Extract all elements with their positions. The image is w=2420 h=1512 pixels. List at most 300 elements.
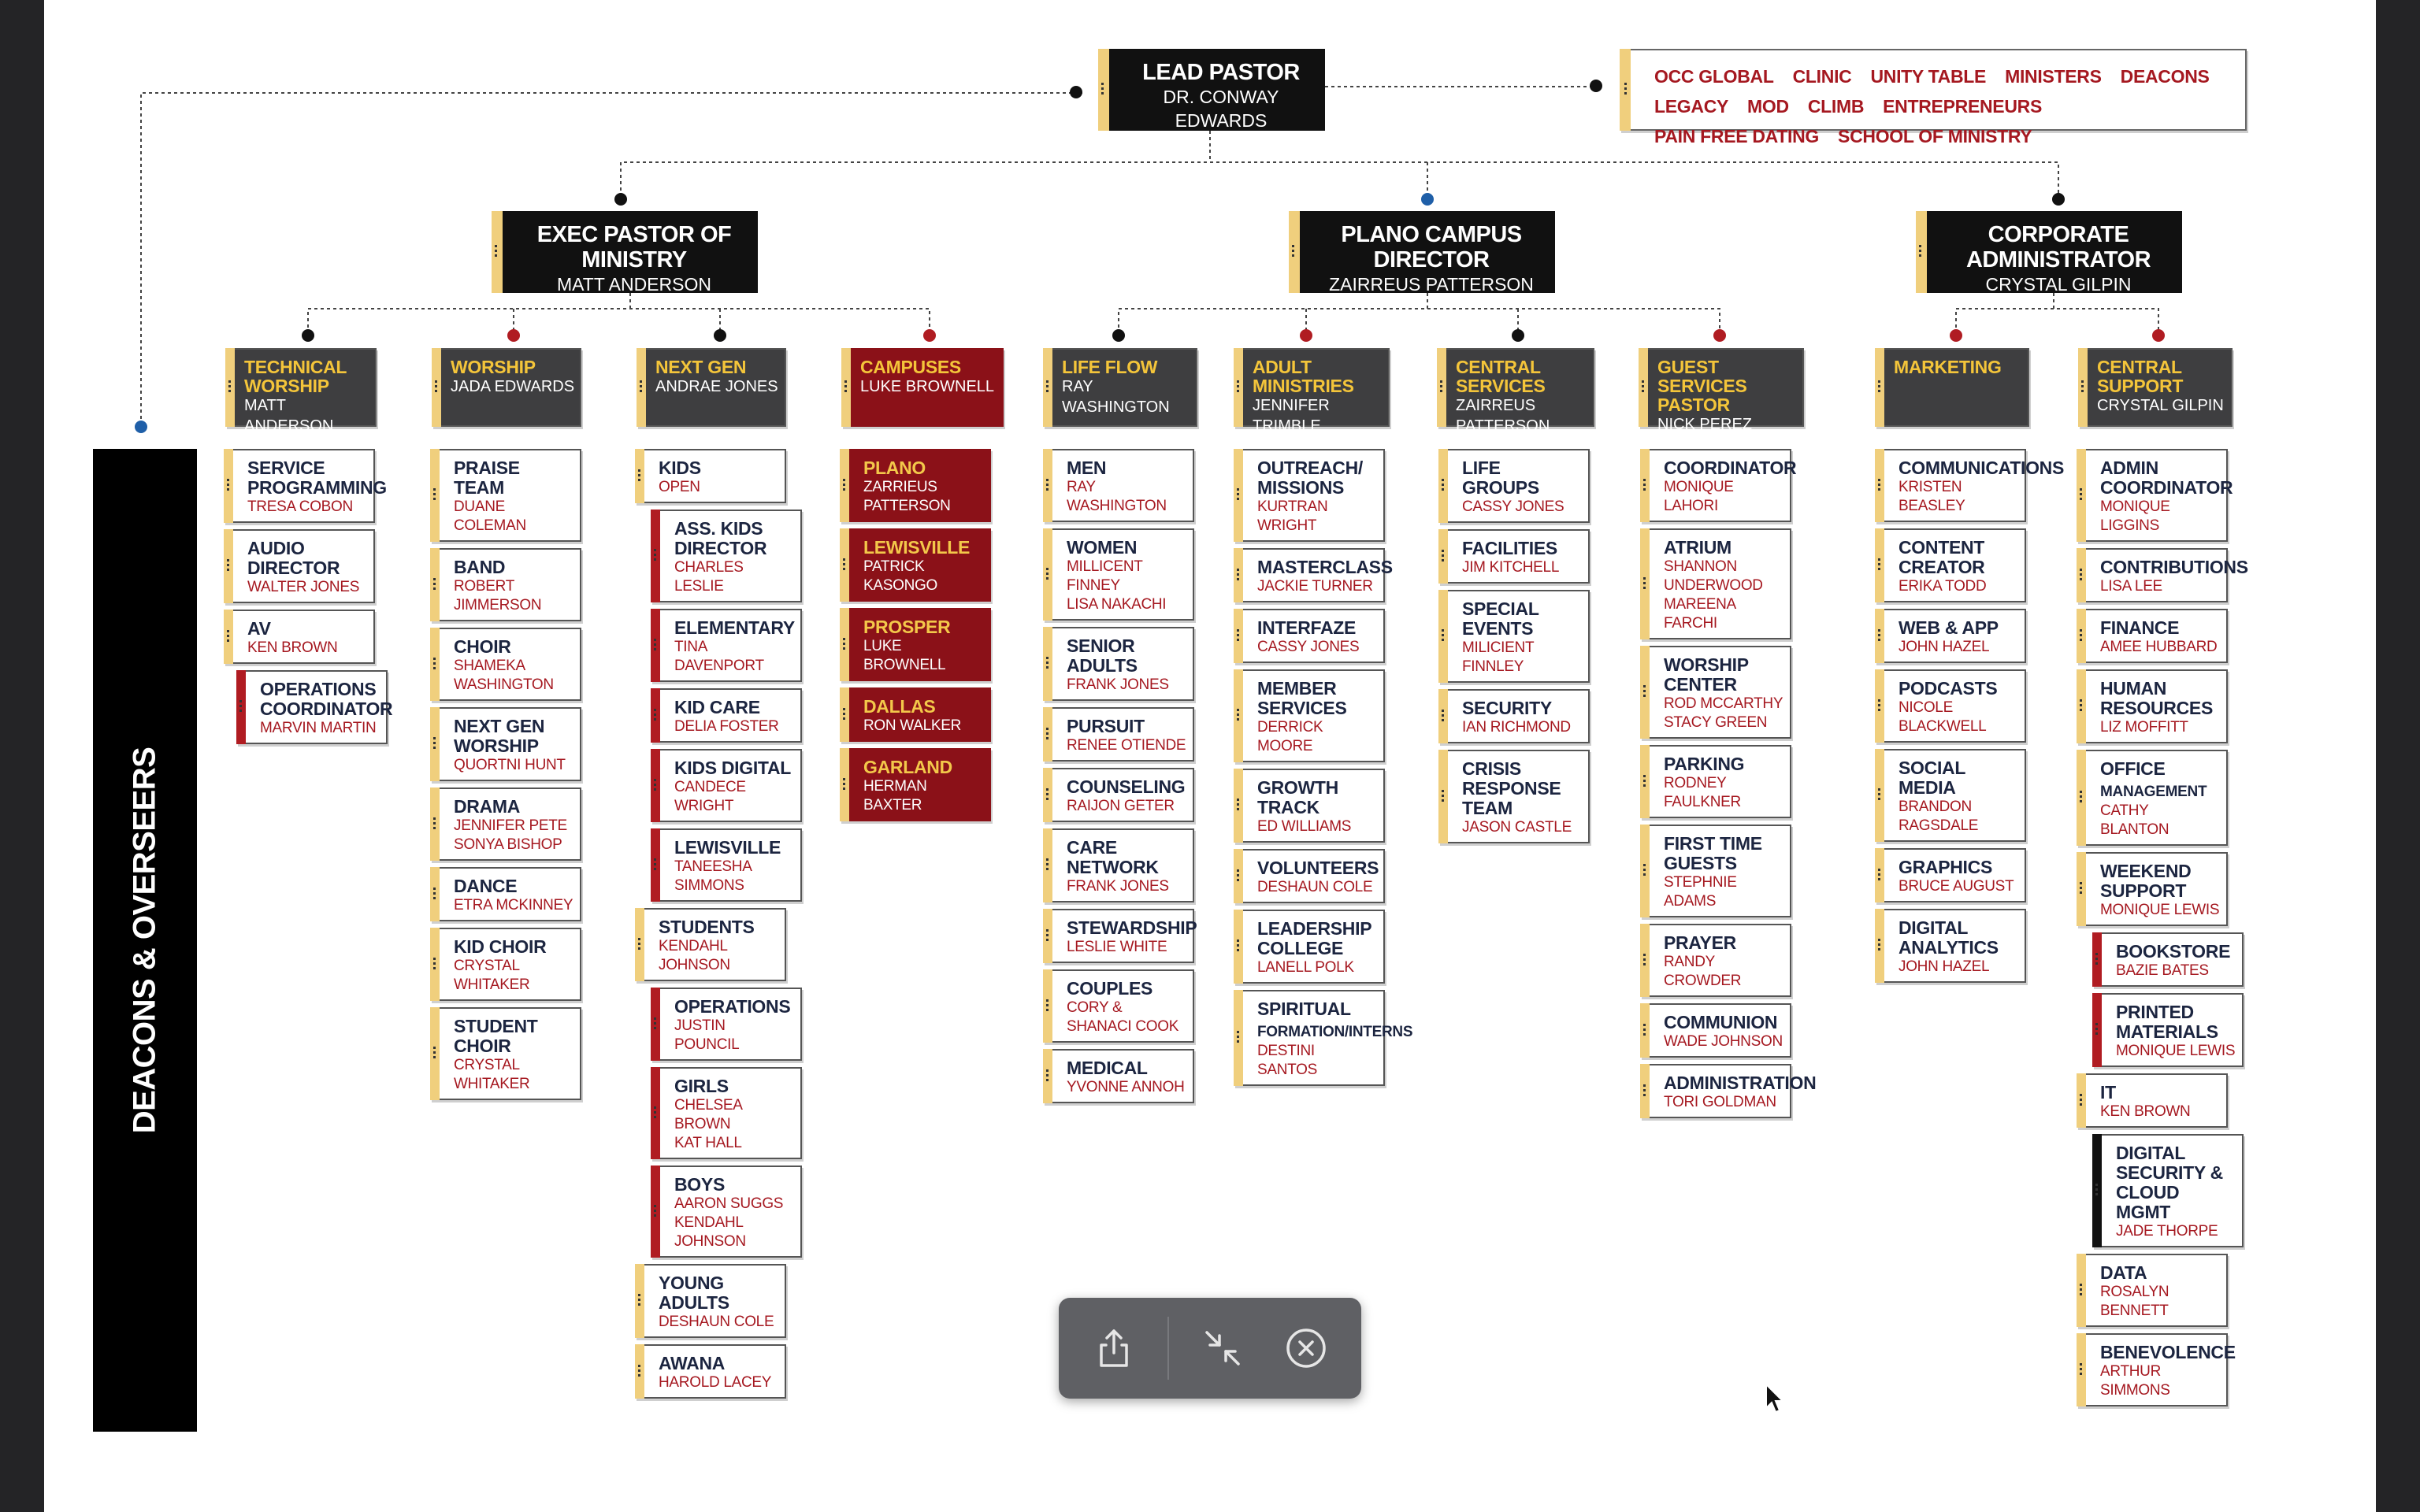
role-person-name: KENDAHL JOHNSON	[659, 938, 730, 973]
dept-title: CENTRAL SERVICES	[1456, 357, 1546, 396]
role-title: LEWISVILLE	[863, 537, 971, 558]
role-box[interactable]	[430, 707, 581, 781]
dept-title: NEXT GEN	[655, 357, 747, 377]
role-person-name: JADE THORPE	[2116, 1223, 2218, 1240]
role-box[interactable]	[2077, 750, 2228, 846]
role-box[interactable]	[1640, 646, 1791, 739]
role-box[interactable]	[1640, 449, 1797, 522]
role-box[interactable]	[651, 1067, 802, 1159]
ministry-tag[interactable]: CLINIC	[1792, 66, 1852, 87]
role-box[interactable]	[1234, 548, 1393, 602]
role-title: AV	[247, 618, 271, 639]
dept-header[interactable]	[1437, 348, 1594, 435]
role-person-name: DUANE COLEMAN	[454, 498, 526, 534]
role-box[interactable]	[1438, 449, 1590, 523]
role-title: ATRIUM	[1664, 537, 1731, 558]
role-box[interactable]	[1875, 609, 2026, 663]
role-person-name: QUORTNI HUNT	[454, 757, 566, 773]
lead-name: DR. CONWAY EDWARDS	[1163, 87, 1279, 131]
role-title: GRAPHICS	[1899, 857, 1993, 877]
role-person-name: ETRA MCKINNEY	[454, 897, 573, 914]
role-box[interactable]	[2077, 548, 2248, 602]
role-person-name: KENDAHL JOHNSON	[674, 1214, 746, 1250]
role-box[interactable]	[430, 548, 581, 621]
role-title: PARKING	[1664, 754, 1745, 774]
connector-dot	[1512, 329, 1524, 342]
role-person-name: STEPHNIE ADAMS	[1664, 874, 1737, 910]
role-title: OPERATIONS COORDINATOR	[260, 679, 393, 719]
role-person-name: JOHN HAZEL	[1899, 639, 1990, 655]
role-box[interactable]	[1043, 449, 1194, 522]
ministry-tag[interactable]: OCC GLOBAL	[1654, 66, 1774, 87]
role-title: ELEMENTARY	[674, 617, 795, 638]
collapse-icon	[1201, 1326, 1245, 1370]
role-title: YOUNG ADULTS	[659, 1273, 729, 1313]
share-button[interactable]	[1087, 1321, 1141, 1375]
role-box[interactable]	[224, 529, 375, 603]
role-title: STEWARDSHIP	[1067, 917, 1197, 938]
role-person-name: SHANNON UNDERWOOD	[1664, 558, 1763, 594]
role-box[interactable]	[430, 449, 581, 542]
role-title: KIDS DIGITAL	[674, 758, 792, 778]
role-person-name: MAREENA FARCHI	[1664, 596, 1735, 632]
role-title: PROSPER	[863, 617, 951, 637]
lead-title: LEAD PASTOR	[1142, 60, 1300, 85]
close-button[interactable]	[1279, 1321, 1333, 1375]
role-box[interactable]	[840, 687, 991, 742]
role-box[interactable]	[2077, 669, 2228, 743]
connector-dot	[1421, 193, 1434, 206]
role-title: BOOKSTORE	[2116, 941, 2231, 962]
role-title: FIRST TIME GUESTS	[1664, 833, 1762, 873]
role-person-name: ZARRIEUS PATTERSON	[863, 479, 951, 514]
role-title: COMMUNICATIONS	[1899, 458, 2065, 478]
role-box[interactable]	[651, 510, 802, 602]
role-box[interactable]	[1234, 609, 1385, 663]
dept-lead-name: JADA EDWARDS	[451, 378, 575, 395]
connector-dot	[614, 193, 627, 206]
role-title: MEDICAL	[1067, 1058, 1148, 1078]
deacons-overseers-bar[interactable]	[93, 449, 197, 1432]
role-person-name: AARON SUGGS	[674, 1195, 784, 1212]
ministry-tag[interactable]: CLIMB	[1807, 96, 1865, 117]
director-title: CORPORATE ADMINISTRATOR	[1965, 222, 2151, 272]
role-person-name: FRANK JONES	[1067, 676, 1169, 693]
floating-toolbar	[1059, 1298, 1361, 1399]
role-subtitle: MANAGEMENT	[2100, 784, 2207, 800]
role-title: ADMINISTRATION	[1664, 1073, 1817, 1093]
director-name: CRYSTAL GILPIN	[1985, 274, 2132, 295]
dept-header[interactable]	[1639, 348, 1804, 433]
role-box[interactable]	[430, 867, 581, 921]
role-title: BENEVOLENCE	[2100, 1342, 2236, 1362]
connector-dot	[507, 329, 520, 342]
role-title: GARLAND	[863, 757, 952, 777]
role-box[interactable]	[1640, 745, 1791, 818]
director-corporate-admin[interactable]	[1927, 211, 2182, 293]
role-box[interactable]	[635, 449, 786, 503]
role-box[interactable]	[430, 628, 581, 701]
role-box[interactable]	[430, 788, 581, 861]
role-person-name: STACY GREEN	[1664, 714, 1768, 731]
role-person-name: RODNEY FAULKNER	[1664, 775, 1741, 810]
role-box[interactable]	[1043, 768, 1194, 822]
director-plano-campus[interactable]	[1300, 211, 1555, 293]
role-title: SOCIAL MEDIA	[1899, 758, 1965, 798]
role-box[interactable]	[1640, 924, 1791, 997]
role-title: OUTREACH/ MISSIONS	[1257, 458, 1364, 498]
role-title: BAND	[454, 557, 506, 577]
role-subtitle: FORMATION/INTERNS	[1257, 1024, 1413, 1040]
role-person-name: MONIQUE LEWIS	[2100, 902, 2220, 918]
close-icon	[1284, 1326, 1328, 1370]
role-title: STUDENT CHOIR	[454, 1016, 538, 1056]
dept-header[interactable]	[1043, 348, 1197, 427]
director-title: PLANO CAMPUS DIRECTOR	[1341, 222, 1522, 272]
role-title: LEADERSHIP COLLEGE	[1257, 918, 1371, 958]
role-person-name: CHELSEA BROWN	[674, 1097, 742, 1132]
role-box[interactable]	[2077, 1254, 2228, 1327]
role-person-name: BRANDON RAGSDALE	[1899, 799, 1979, 834]
role-title: AUDIO DIRECTOR	[247, 538, 340, 578]
connector-dot	[2052, 193, 2065, 206]
ministry-tag[interactable]: SCHOOL OF MINISTRY	[1838, 126, 2032, 146]
role-person-name: JENNIFER PETE	[454, 817, 567, 834]
role-box[interactable]	[1438, 750, 1590, 843]
role-box[interactable]	[2077, 852, 2228, 926]
role-person-name: KAT HALL	[674, 1135, 742, 1151]
role-person-name: MILICIENT FINNLEY	[1462, 639, 1534, 675]
role-person-name: MONIQUE LIGGINS	[2100, 498, 2170, 534]
role-title: KIDS	[659, 458, 701, 478]
role-person-name: ROBERT JIMMERSON	[454, 578, 542, 613]
role-title: GIRLS	[674, 1076, 729, 1096]
role-box[interactable]	[1043, 707, 1194, 762]
role-box[interactable]	[840, 528, 991, 602]
role-box[interactable]	[651, 688, 802, 743]
role-box[interactable]	[2077, 1073, 2228, 1128]
role-title: DALLAS	[863, 696, 936, 717]
ministry-tag[interactable]: DEACONS	[2120, 66, 2210, 87]
role-title: PLANO	[863, 458, 926, 478]
role-person-name: RANDY CROWDER	[1664, 954, 1742, 989]
role-title: DRAMA	[454, 796, 521, 817]
dept-header[interactable]	[841, 348, 1004, 427]
role-box[interactable]	[1043, 828, 1194, 902]
dept-title: WORSHIP	[451, 357, 536, 377]
connector-dot	[1070, 86, 1082, 98]
role-person-name: ERIKA TODD	[1899, 578, 1987, 595]
role-box[interactable]	[2092, 993, 2244, 1067]
role-box[interactable]	[2092, 932, 2244, 987]
role-title: COUNSELING	[1067, 776, 1186, 797]
role-title: DANCE	[454, 876, 518, 896]
role-box[interactable]	[224, 449, 387, 523]
role-person-name: NICOLE BLACKWELL	[1899, 699, 1987, 735]
role-person-name: SONYA BISHOP	[454, 836, 562, 853]
role-box[interactable]	[1640, 825, 1791, 917]
role-person-name: WADE JOHNSON	[1664, 1033, 1783, 1050]
dept-lead-name: RAY WASHINGTON	[1062, 378, 1170, 416]
role-person-name: CRYSTAL WHITAKER	[454, 1057, 530, 1092]
connector-dot	[1112, 329, 1125, 342]
role-person-name: JACKIE TURNER	[1257, 578, 1373, 595]
role-title: KID CHOIR	[454, 936, 547, 957]
role-box[interactable]	[1043, 909, 1197, 963]
role-box[interactable]	[651, 828, 802, 902]
role-person-name: TORI GOLDMAN	[1664, 1094, 1776, 1110]
role-title: PODCASTS	[1899, 678, 1998, 699]
dept-header[interactable]	[225, 348, 377, 435]
role-person-name: TANEESHA SIMMONS	[674, 858, 752, 894]
role-person-name: LANELL POLK	[1257, 959, 1354, 976]
role-title: SECURITY	[1462, 698, 1552, 718]
role-box[interactable]	[1234, 669, 1385, 762]
toolbar-separator	[1167, 1317, 1169, 1380]
role-person-name: KRISTEN BEASLEY	[1899, 479, 1965, 514]
role-person-name: BAZIE BATES	[2116, 962, 2209, 979]
role-box[interactable]	[840, 748, 991, 821]
role-box[interactable]	[224, 610, 375, 664]
role-box[interactable]	[236, 670, 393, 744]
share-icon	[1093, 1326, 1134, 1370]
dept-lead-name: LUKE BROWNELL	[860, 378, 995, 395]
role-box[interactable]	[1875, 449, 2065, 522]
role-title: AWANA	[659, 1353, 726, 1373]
ministry-tag[interactable]: ENTREPRENEURS	[1883, 96, 2042, 117]
role-title: FACILITIES	[1462, 538, 1557, 558]
role-title: SERVICE PROGRAMMING	[247, 458, 387, 498]
role-box[interactable]	[651, 609, 802, 682]
role-title: COMMUNION	[1664, 1012, 1778, 1032]
role-box[interactable]	[651, 1166, 802, 1258]
role-box[interactable]	[1875, 848, 2026, 902]
role-person-name: AMEE HUBBARD	[2100, 639, 2218, 655]
role-person-name: PATRICK KASONGO	[863, 558, 937, 594]
role-box[interactable]	[1234, 769, 1385, 843]
role-title: SENIOR ADULTS	[1067, 636, 1138, 676]
role-person-name: MONIQUE LEWIS	[2116, 1043, 2236, 1059]
role-person-name: LISA LEE	[2100, 578, 2162, 595]
role-person-name: KEN BROWN	[2100, 1103, 2191, 1120]
role-person-name: JASON CASTLE	[1462, 819, 1572, 836]
role-box[interactable]	[840, 608, 991, 681]
dept-lead-name: MATT ANDERSON	[244, 397, 334, 435]
dept-header[interactable]	[432, 348, 581, 427]
role-box[interactable]	[1438, 590, 1590, 683]
role-person-name: JUSTIN POUNCIL	[674, 1017, 740, 1053]
ministry-tag[interactable]: MINISTERS	[2005, 66, 2102, 87]
role-title: OPERATIONS	[674, 996, 791, 1017]
role-box[interactable]	[1640, 1064, 1817, 1118]
role-person-name: MILLICENT FINNEY	[1067, 558, 1143, 594]
role-box[interactable]	[2077, 609, 2228, 663]
connector-dot	[923, 329, 936, 342]
role-person-name: JIM KITCHELL	[1462, 559, 1560, 576]
role-title: GROWTH TRACK	[1257, 777, 1338, 817]
role-person-name: OPEN	[659, 479, 700, 495]
role-person-name: ARTHUR SIMMONS	[2100, 1363, 2170, 1399]
connector-dot	[714, 329, 726, 342]
dept-title: LIFE FLOW	[1062, 357, 1158, 377]
role-box[interactable]	[1438, 689, 1590, 743]
role-person-name: LISA NAKACHI	[1067, 596, 1167, 613]
dept-title: MARKETING	[1894, 357, 2002, 377]
role-title: CONTENT CREATOR	[1899, 537, 1985, 577]
role-person-name: HERMAN BAXTER	[863, 778, 927, 813]
mouse-cursor-icon	[1765, 1383, 1785, 1414]
role-title: STUDENTS	[659, 917, 755, 937]
role-box[interactable]	[1043, 528, 1194, 621]
role-title: DIGITAL ANALYTICS	[1899, 917, 1999, 958]
role-person-name: TRESA COBON	[247, 498, 353, 515]
role-person-name: RON WALKER	[863, 717, 962, 734]
role-title: CONTRIBUTIONS	[2100, 557, 2248, 577]
dept-lead-name: ANDRAE JONES	[655, 378, 778, 395]
role-person-name: YVONNE ANNOH	[1067, 1079, 1185, 1095]
role-box[interactable]	[635, 908, 786, 981]
collapse-button[interactable]	[1196, 1321, 1249, 1375]
role-person-name: LESLIE WHITE	[1067, 939, 1167, 955]
role-person-name: ROSALYN BENNETT	[2100, 1284, 2169, 1319]
role-box[interactable]	[1438, 529, 1590, 584]
connector-dot	[1300, 329, 1312, 342]
ministry-tag[interactable]: UNITY TABLE	[1870, 66, 1987, 87]
role-box[interactable]	[1043, 627, 1194, 701]
connector-dot	[302, 329, 314, 342]
role-person-name: DELIA FOSTER	[674, 718, 779, 735]
role-box[interactable]	[1234, 910, 1385, 984]
role-title: NEXT GEN WORSHIP	[454, 716, 545, 756]
role-box[interactable]	[2092, 1134, 2244, 1247]
role-person-name: JOHN HAZEL	[1899, 958, 1990, 975]
role-title: FINANCE	[2100, 617, 2180, 638]
role-box[interactable]	[430, 1007, 581, 1100]
role-box[interactable]	[1875, 669, 2026, 743]
role-title: SPECIAL EVENTS	[1462, 598, 1539, 639]
ministry-tag[interactable]: PAIN FREE DATING	[1654, 126, 1820, 146]
role-person-name: MARVIN MARTIN	[260, 720, 377, 736]
role-box[interactable]	[635, 1264, 786, 1338]
role-title: WORSHIP CENTER	[1664, 654, 1749, 695]
role-title: COORDINATOR	[1664, 458, 1797, 478]
dept-lead-name: JENNIFER TRIMBLE	[1253, 397, 1330, 435]
role-person-name: CATHY BLANTON	[2100, 802, 2169, 838]
dept-title: ADULT MINISTRIES	[1253, 357, 1354, 396]
dept-header[interactable]	[637, 348, 786, 427]
role-person-name: CORY & SHANACI COOK	[1067, 999, 1179, 1035]
connector-dot	[1590, 80, 1602, 92]
dept-header[interactable]	[1234, 348, 1390, 435]
role-person-name: DESHAUN COLE	[659, 1314, 774, 1330]
role-title: PRAISE TEAM	[454, 458, 520, 498]
role-person-name: CANDECE WRIGHT	[674, 779, 746, 814]
director-exec-pastor[interactable]	[503, 211, 758, 293]
dept-header[interactable]	[2078, 348, 2233, 427]
role-box[interactable]	[2077, 449, 2233, 542]
role-person-name: CASSY JONES	[1462, 498, 1564, 515]
role-title: WOMEN	[1067, 537, 1138, 558]
role-title: BOYS	[674, 1174, 725, 1195]
role-person-name: FRANK JONES	[1067, 878, 1169, 895]
role-person-name: RAY WASHINGTON	[1067, 479, 1167, 514]
role-title: OFFICE MANAGEMENT	[2100, 758, 2207, 800]
role-box[interactable]	[2077, 1333, 2236, 1406]
role-person-name: WALTER JONES	[247, 579, 360, 595]
director-title: EXEC PASTOR OF MINISTRY	[536, 222, 732, 272]
role-box[interactable]	[1234, 449, 1385, 542]
role-person-name: RENEE OTIENDE	[1067, 737, 1186, 754]
role-box[interactable]	[1640, 1003, 1791, 1058]
role-person-name: BRUCE AUGUST	[1899, 878, 2014, 895]
role-box[interactable]	[1875, 909, 2026, 983]
role-box[interactable]	[1043, 969, 1194, 1043]
org-chart-page	[44, 0, 2376, 1512]
role-title: WEEKEND SUPPORT	[2100, 861, 2192, 901]
lead-pastor-box[interactable]	[1109, 49, 1325, 131]
role-title: DATA	[2100, 1262, 2147, 1283]
role-title: HUMAN RESOURCES	[2100, 678, 2213, 718]
role-person-name: IAN RICHMOND	[1462, 719, 1571, 736]
ministry-tag[interactable]: MOD	[1747, 96, 1789, 117]
role-box[interactable]	[430, 928, 581, 1001]
role-person-name: ED WILLIAMS	[1257, 818, 1352, 835]
role-title: MASTERCLASS	[1257, 557, 1393, 577]
deacons-label: DEACONS & OVERSEERS	[127, 747, 162, 1134]
dept-title: TECHNICAL WORSHIP	[244, 357, 347, 396]
role-box[interactable]	[1043, 1049, 1194, 1103]
director-name: ZAIRREUS PATTERSON	[1329, 274, 1534, 295]
role-box[interactable]	[635, 1344, 786, 1399]
role-title: VOLUNTEERS	[1257, 858, 1379, 878]
role-box[interactable]	[840, 449, 991, 522]
role-box[interactable]	[651, 749, 802, 822]
dept-title: CENTRAL SUPPORT	[2097, 357, 2184, 396]
role-title: MEMBER SERVICES	[1257, 678, 1347, 718]
role-title: WEB & APP	[1899, 617, 1999, 638]
role-box[interactable]	[651, 988, 802, 1061]
role-title: PRAYER	[1664, 932, 1736, 953]
role-title: PRINTED MATERIALS	[2116, 1002, 2218, 1042]
role-person-name: DESHAUN COLE	[1257, 879, 1373, 895]
connector-dot	[1950, 329, 1962, 342]
dept-title: CAMPUSES	[860, 357, 961, 377]
role-person-name: KEN BROWN	[247, 639, 338, 656]
role-person-name: DERRICK MOORE	[1257, 719, 1323, 754]
role-box[interactable]	[1875, 528, 2026, 602]
role-title: KID CARE	[674, 697, 760, 717]
role-person-name: SHAMEKA WASHINGTON	[454, 658, 554, 693]
role-person-name: CASSY JONES	[1257, 639, 1360, 655]
role-person-name: TINA DAVENPORT	[674, 639, 764, 674]
role-title: MEN	[1067, 458, 1107, 478]
role-box[interactable]	[1234, 990, 1413, 1086]
ministry-tag[interactable]: LEGACY	[1654, 96, 1729, 117]
connector-dot	[2152, 329, 2165, 342]
role-box[interactable]	[1875, 749, 2026, 842]
role-box[interactable]	[1640, 528, 1791, 639]
dept-lead-name: ZAIRREUS PATTERSON	[1456, 397, 1550, 435]
role-box[interactable]	[1234, 849, 1385, 903]
role-title: ASS. KIDS DIRECTOR	[674, 518, 767, 558]
role-title: CRISIS RESPONSE TEAM	[1462, 758, 1561, 818]
dept-header[interactable]	[1875, 348, 2029, 427]
role-person-name: MONIQUE LAHORI	[1664, 479, 1734, 514]
connector-dot	[1713, 329, 1726, 342]
role-title: CHOIR	[454, 636, 511, 657]
role-title: INTERFAZE	[1257, 617, 1357, 638]
role-title: DIGITAL SECURITY & CLOUD MGMT	[2116, 1143, 2223, 1222]
